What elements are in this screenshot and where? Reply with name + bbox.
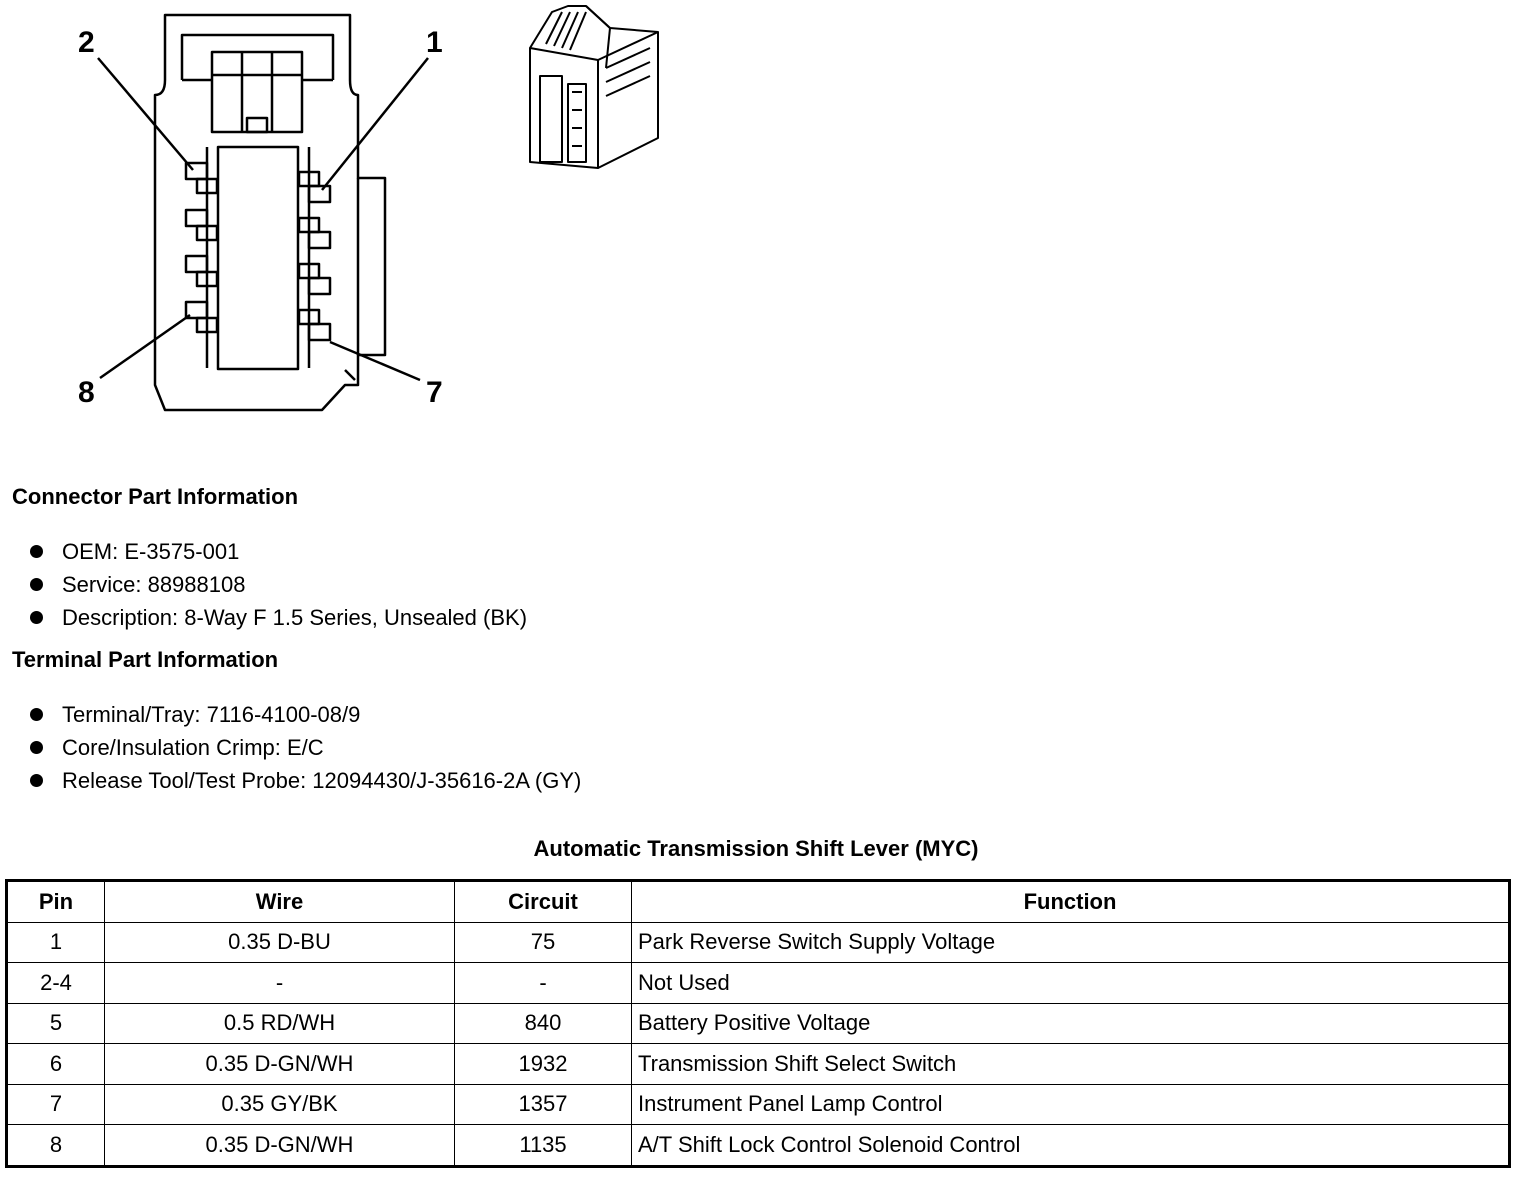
cell-pin: 5 — [7, 1003, 105, 1044]
cell-wire: 0.35 D-GN/WH — [105, 1125, 455, 1167]
cell-circuit: 1932 — [455, 1044, 632, 1085]
leader-line-2 — [98, 58, 193, 170]
table-row — [7, 1084, 1510, 1125]
list-item: OEM: E-3575-001 — [30, 535, 527, 568]
list-item: Release Tool/Test Probe: 12094430/J-35616-2A (GY) — [30, 764, 581, 797]
cell-function: Park Reverse Switch Supply Voltage — [632, 922, 1510, 963]
cell-circuit: - — [455, 963, 632, 1004]
header-function: Function — [632, 881, 1510, 923]
cell-circuit: 840 — [455, 1003, 632, 1044]
cell-pin: 7 — [7, 1084, 105, 1125]
table-row — [7, 1125, 1510, 1167]
cell-circuit: 1135 — [455, 1125, 632, 1167]
cell-wire: 0.35 GY/BK — [105, 1084, 455, 1125]
cell-function: A/T Shift Lock Control Solenoid Control — [632, 1125, 1510, 1167]
header-circuit: Circuit — [455, 881, 632, 923]
cell-pin: 8 — [7, 1125, 105, 1167]
table-header-row — [7, 881, 1510, 923]
terminal-info-title: Terminal Part Information — [12, 647, 279, 672]
cell-circuit: 1357 — [455, 1084, 632, 1125]
pin-label-7: 7 — [426, 376, 443, 409]
terminal-info-list — [30, 698, 581, 797]
cell-wire: - — [105, 963, 455, 1004]
cell-pin: 1 — [7, 922, 105, 963]
pin-label-8: 8 — [78, 376, 95, 409]
connector-3d-view — [530, 6, 658, 168]
cell-wire: 0.5 RD/WH — [105, 1003, 455, 1044]
cell-function: Transmission Shift Select Switch — [632, 1044, 1510, 1085]
table-title: Automatic Transmission Shift Lever (MYC) — [533, 836, 979, 861]
cell-pin: 6 — [7, 1044, 105, 1085]
pinout-table — [5, 879, 1511, 1168]
terminal-cavity-block — [218, 147, 298, 369]
cell-function: Not Used — [632, 963, 1510, 1004]
table-row — [7, 1044, 1510, 1085]
connector-info-title: Connector Part Information — [12, 484, 299, 509]
connector-diagram — [0, 0, 700, 440]
table-row — [7, 922, 1510, 963]
connector-info-list — [30, 535, 527, 634]
cell-function: Instrument Panel Lamp Control — [632, 1084, 1510, 1125]
header-pin: Pin — [7, 881, 105, 923]
leader-line-7 — [330, 342, 420, 380]
list-item: Terminal/Tray: 7116-4100-08/9 — [30, 698, 581, 731]
table-row — [7, 963, 1510, 1004]
table-row — [7, 1003, 1510, 1044]
cell-function: Battery Positive Voltage — [632, 1003, 1510, 1044]
leader-line-1 — [322, 58, 428, 190]
cell-wire: 0.35 D-BU — [105, 922, 455, 963]
cell-pin: 2-4 — [7, 963, 105, 1004]
leader-line-8 — [100, 315, 190, 378]
connector-latch — [182, 35, 333, 80]
list-item: Core/Insulation Crimp: E/C — [30, 731, 581, 764]
list-item: Service: 88988108 — [30, 568, 527, 601]
header-wire: Wire — [105, 881, 455, 923]
cell-circuit: 75 — [455, 922, 632, 963]
pin-label-2: 2 — [78, 26, 95, 59]
cell-wire: 0.35 D-GN/WH — [105, 1044, 455, 1085]
list-item: Description: 8-Way F 1.5 Series, Unsealed (BK) — [30, 601, 527, 634]
pin-label-1: 1 — [426, 26, 443, 59]
